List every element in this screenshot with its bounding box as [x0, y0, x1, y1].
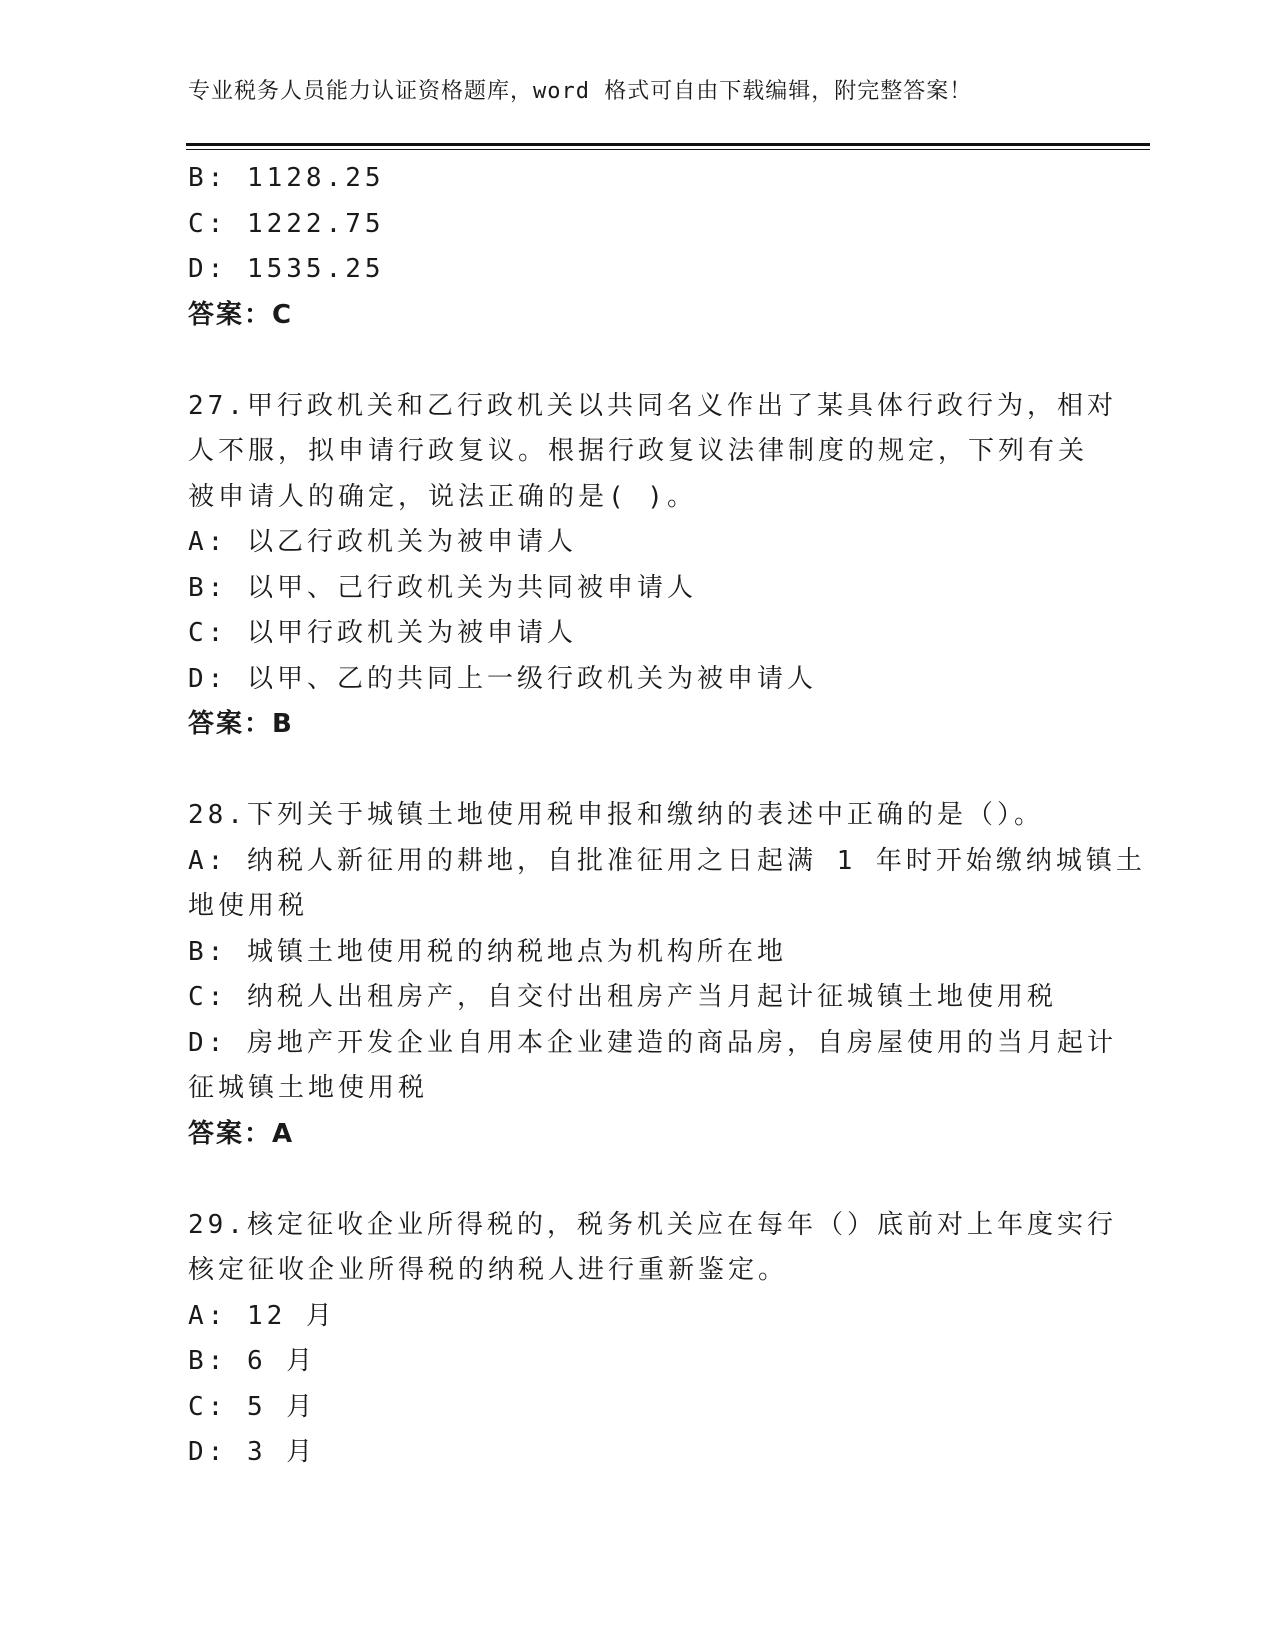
option-line: B: 1128.25 [188, 163, 385, 193]
question-stem-line: 27.甲行政机关和乙行政机关以共同名义作出了某具体行政行为，相对 [188, 390, 1117, 421]
question-stem-line: 29.核定征收企业所得税的，税务机关应在每年（）底前对上年度实行 [188, 1209, 1117, 1240]
question-stem-line: 28.下列关于城镇土地使用税申报和缴纳的表述中正确的是（）。 [188, 800, 1044, 830]
question-stem-line: 被申请人的确定，说法正确的是( )。 [188, 481, 697, 512]
option-line: D: 3 月 [188, 1437, 317, 1467]
spacer [188, 748, 1088, 794]
option-line: B: 6 月 [188, 1346, 317, 1376]
answer-line: 答案：C [188, 299, 294, 330]
option-line: D: 以甲、乙的共同上一级行政机关为被申请人 [188, 663, 817, 694]
spacer [188, 1157, 1088, 1203]
option-line: C: 5 月 [188, 1391, 317, 1422]
option-line: A: 纳税人新征用的耕地，自批准征用之日起满 1 年时开始缴纳城镇土 [188, 845, 1146, 876]
question-27 [188, 384, 1117, 748]
header-rule-thin [186, 149, 1150, 150]
question-29 [188, 1203, 1117, 1476]
answer-line: 答案：A [188, 1118, 295, 1149]
question-content [188, 156, 1146, 1476]
option-line: 征城镇土地使用税 [188, 1073, 429, 1103]
option-line: C: 1222.75 [188, 208, 385, 239]
option-line: C: 纳税人出租房产，自交付出租房产当月起计征城镇土地使用税 [188, 982, 1057, 1012]
question-stem-line: 核定征收企业所得税的纳税人进行重新鉴定。 [188, 1255, 789, 1285]
option-line: C: 以甲行政机关为被申请人 [188, 618, 577, 648]
option-line: B: 以甲、己行政机关为共同被申请人 [188, 572, 697, 603]
question-28 [188, 793, 1146, 1157]
option-line: A: 以乙行政机关为被申请人 [188, 527, 577, 557]
header-rule-thick [186, 143, 1150, 146]
spacer [188, 338, 1088, 384]
option-line: 地使用税 [188, 891, 309, 921]
option-line: B: 城镇土地使用税的纳税地点为机构所在地 [188, 936, 787, 967]
option-line: A: 12 月 [188, 1300, 336, 1331]
option-line: D: 房地产开发企业自用本企业建造的商品房，自房屋使用的当月起计 [188, 1027, 1117, 1058]
question-stem-line: 人不服，拟申请行政复议。根据行政复议法律制度的规定，下列有关 [188, 436, 1089, 466]
page-header: 专业税务人员能力认证资格题库，word 格式可自由下载编辑，附完整答案！ [188, 79, 973, 104]
answer-line: 答案：B [188, 709, 294, 739]
question-26 [188, 156, 1088, 338]
option-line: D: 1535.25 [188, 254, 385, 284]
